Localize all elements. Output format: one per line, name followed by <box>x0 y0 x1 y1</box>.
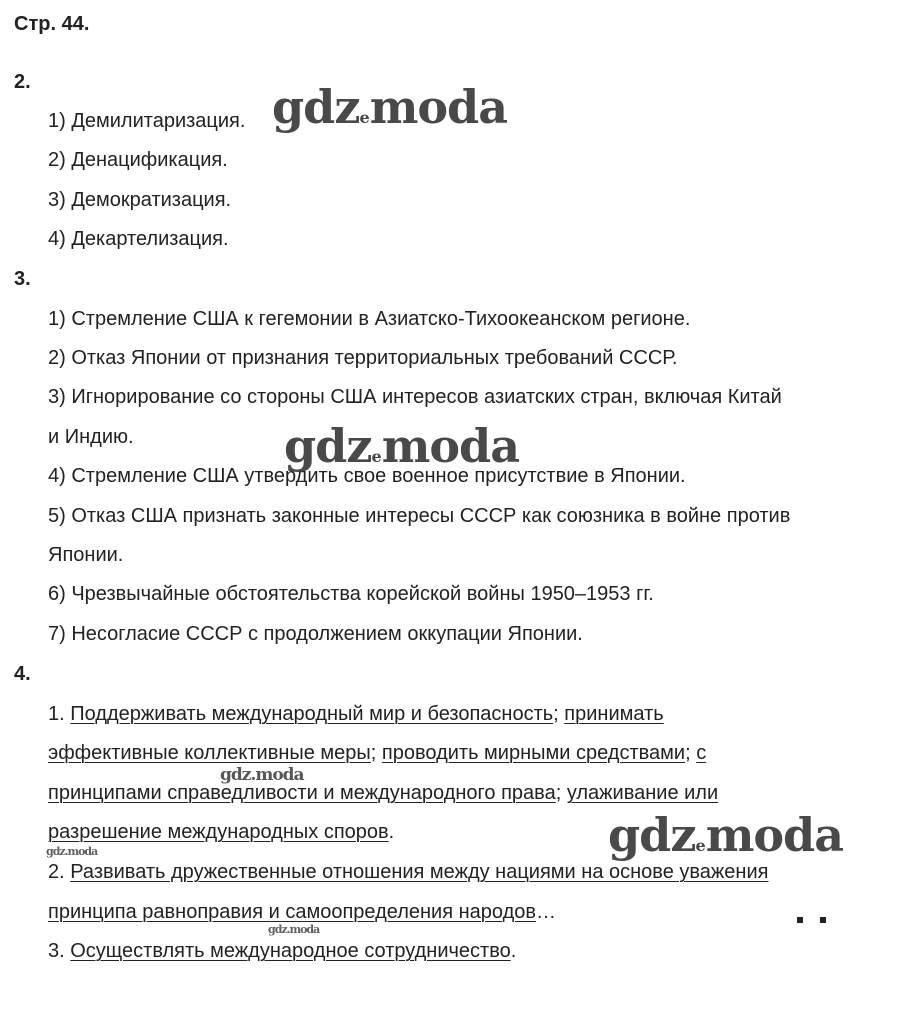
section-3-item-3-line-2: и Индию. <box>48 426 134 448</box>
section-3-item-2: 2) Отказ Японии от признания территориальных требований СССР. <box>48 347 678 369</box>
section-4-number: 4. <box>14 663 31 685</box>
section-2-item-2: 2) Денацификация. <box>48 149 228 171</box>
point-1-phrase-a: Поддерживать международный мир и безопасность <box>70 703 554 725</box>
point-1-separator-2: ; <box>370 742 382 764</box>
section-3-item-5-line-2: Японии. <box>48 544 124 566</box>
point-1-separator-3: ; <box>685 742 697 764</box>
point-1-end: . <box>388 821 395 843</box>
section-2-item-3: 3) Демократизация. <box>48 189 232 211</box>
point-1-phrase-f: принципами справедливости и международного права <box>48 782 556 804</box>
watermark-logo: gdzemoda <box>284 419 520 473</box>
page-title: Стр. 44. <box>14 13 90 35</box>
watermark-logo: gdzemoda <box>272 80 508 134</box>
section-3-item-3-line-1: 3) Игнорирование со стороны США интересов азиатских стран, включая Китай <box>48 386 782 408</box>
section-3-item-5-line-1: 5) Отказ США признать законные интересы СССР как союзника в войне против <box>48 505 791 527</box>
section-3-item-4: 4) Стремление США утвердить свое военное присутствие в Японии. <box>48 465 686 487</box>
section-3-item-6: 6) Чрезвычайные обстоятельства корейской войны 1950–1953 гг. <box>48 583 654 605</box>
section-4-point-1-line-1 <box>48 702 664 726</box>
point-1-phrase-c: эффективные коллективные меры <box>48 742 371 764</box>
point-2-number: 2. <box>48 861 71 883</box>
section-4-point-1-line-4 <box>48 820 394 844</box>
section-2-item-4: 4) Декартелизация. <box>48 228 229 250</box>
point-1-separator-4: ; <box>555 782 567 804</box>
point-1-phrase-h: разрешение международных споров <box>48 821 389 843</box>
watermark-tiny: gdz.moda <box>268 923 320 936</box>
point-2-phrase-b: принципа равноправия и самоопределения народов <box>48 901 537 923</box>
decorative-dot <box>820 917 826 923</box>
point-1-number: 1. <box>48 703 71 725</box>
point-1-phrase-e: с <box>696 742 707 764</box>
section-4-point-1-line-2 <box>48 741 706 765</box>
point-2-phrase-a: Развивать дружественные отношения между нациями на основе уважения <box>70 861 769 883</box>
point-3-end: . <box>510 940 517 962</box>
point-1-phrase-b: принимать <box>564 703 664 725</box>
point-2-end: … <box>536 901 557 923</box>
section-3-number: 3. <box>14 268 31 290</box>
point-3-number: 3. <box>48 940 71 962</box>
section-4-point-1-line-3 <box>48 781 718 805</box>
section-4-point-2-line-2 <box>48 900 556 924</box>
point-1-phrase-g: улаживание или <box>566 782 719 804</box>
section-2-item-1: 1) Демилитаризация. <box>48 110 246 132</box>
section-3-item-7: 7) Несогласие СССР с продолжением оккупации Японии. <box>48 623 583 645</box>
point-1-separator-1: ; <box>553 703 565 725</box>
watermark-small: gdz.moda <box>220 765 304 785</box>
point-1-phrase-d: проводить мирными средствами <box>381 742 686 764</box>
section-4-point-3 <box>48 939 516 963</box>
watermark-logo: gdzemoda <box>608 808 844 862</box>
section-3-item-1: 1) Стремление США к гегемонии в Азиатско-Тихоокеанском регионе. <box>48 308 691 330</box>
point-3-phrase-a: Осуществлять международное сотрудничество <box>70 940 511 962</box>
decorative-dot <box>797 917 803 923</box>
watermark-tiny: gdz.moda <box>46 845 98 858</box>
section-2-number: 2. <box>14 71 31 93</box>
